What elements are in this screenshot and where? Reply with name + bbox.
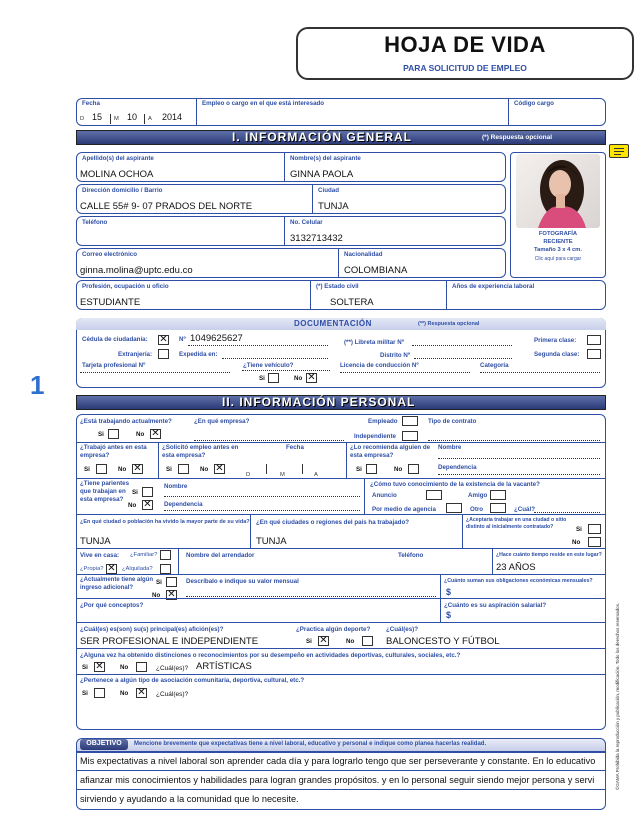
day-value[interactable]: 15 (92, 112, 103, 122)
recomienda-label: ¿Lo recomienda alguien de esta empresa? (350, 444, 431, 459)
profile-photo[interactable] (516, 154, 600, 228)
ingreso-si-label: Si (156, 579, 162, 586)
deporte-no-checkbox[interactable] (362, 636, 373, 646)
independiente-label: Independiente (354, 433, 396, 440)
page-title: HOJA DE VIDA (384, 32, 546, 57)
documentacion-note: (**) Respuesta opcional (418, 321, 480, 327)
deporte-no-label: No (346, 638, 355, 645)
comment-icon[interactable] (609, 144, 629, 158)
aspiracion-value[interactable]: $ (446, 610, 452, 620)
nombres-label: Nombre(s) del aspirante (290, 155, 361, 162)
expedida-label: Expedida en: (179, 351, 218, 358)
vehiculo-label: ¿Tiene vehículo? (243, 362, 294, 369)
obligaciones-label: ¿Cuánto suman sus obligaciones económicas mensuales? (444, 578, 593, 584)
describalo-label: Descríbalo e indique su valor mensual (186, 578, 299, 585)
empresa-label: ¿En qué empresa? (194, 418, 250, 425)
aficion-value[interactable]: SER PROFESIONAL E INDEPENDIENTE (80, 636, 259, 647)
cedula-checkbox[interactable]: ✕ (159, 334, 168, 345)
empleo-field[interactable] (200, 108, 504, 124)
profesion-value[interactable]: ESTUDIANTE (80, 297, 141, 308)
distinciones-label: ¿Alguna vez ha obtenido distinciones o reconocimientos por su desempeño en actividades deportivas, culturales, sociales, etc.? (80, 652, 461, 659)
vehiculo-si-checkbox[interactable] (268, 373, 279, 383)
parientes-si-checkbox[interactable] (142, 487, 153, 497)
trabajando-label: ¿Está trabajando actualmente? (80, 418, 172, 425)
apellidos-label: Apellido(s) del aspirante (82, 155, 154, 162)
solicito-no-label: No (200, 466, 209, 473)
aceptaria-si-label: Si (576, 526, 582, 533)
ingreso-adicional-label: ¿Actualmente tiene algún ingreso adicional? (80, 577, 154, 591)
month-label: M (114, 116, 119, 122)
parientes-label: ¿Tiene parientes que trabajan en esta empresa? (80, 480, 130, 503)
distinciones-value[interactable]: ARTÍSTICAS (196, 661, 252, 672)
otro-checkbox[interactable] (490, 503, 506, 513)
parientes-no-label: No (128, 502, 137, 509)
ingreso-no-label: No (152, 592, 161, 599)
objetivo-title: OBJETIVO (86, 740, 122, 747)
aspiracion-label: ¿Cuánto es su aspiración salarial? (444, 602, 547, 609)
codigo-label: Código cargo (514, 100, 554, 107)
deporte-si-label: Si (306, 638, 312, 645)
documentacion-title: DOCUMENTACIÓN (294, 319, 372, 328)
tiempo-residencia-label: ¿Hace cuánto tiempo reside en este lugar? (496, 552, 602, 558)
page-number: 1 (30, 370, 45, 400)
experiencia-field[interactable] (450, 292, 600, 308)
parientes-dependencia-label: Dependencia (164, 501, 203, 508)
fecha-solicitud-label: Fecha (286, 444, 304, 451)
estado-civil-value[interactable]: SOLTERA (330, 297, 374, 308)
photo-upload-link[interactable]: Clic aquí para cargar (534, 256, 582, 262)
trabajando-no-checkbox[interactable]: ✕ (151, 428, 160, 439)
independiente-checkbox[interactable] (402, 431, 418, 441)
amigo-checkbox[interactable] (490, 490, 506, 500)
aceptaria-no-checkbox[interactable] (588, 537, 601, 547)
recomienda-dependencia-label: Dependencia (438, 464, 477, 471)
solicito-si-checkbox[interactable] (178, 464, 189, 474)
solicito-si-label: Si (166, 466, 172, 473)
aceptaria-si-checkbox[interactable] (588, 524, 601, 534)
aficion-label: ¿Cuál(es) es(son) su(s) principal(es) afición(es)? (80, 626, 224, 633)
day-label: D (80, 116, 85, 122)
asociacion-si-checkbox[interactable] (94, 688, 105, 698)
celular-value[interactable]: 3132713432 (290, 233, 343, 244)
primera-clase-checkbox[interactable] (587, 335, 601, 345)
asociacion-cual-label: ¿Cuál(es)? (156, 691, 189, 698)
ciudad-vive-label: ¿En qué ciudad o población ha vivido la mayor parte de su vida? (80, 519, 250, 525)
trabajando-si-checkbox[interactable] (108, 429, 119, 439)
ciudad-vive-value[interactable]: TUNJA (80, 536, 111, 547)
copyright-note: ©GAMA Prohibida la reproducción y publicación, modificación. Todo los derechos reservados. (615, 602, 620, 790)
estado-civil-label: (*) Estado civil (316, 283, 359, 290)
vive-en-casa-label: Vive en casa: (80, 552, 120, 559)
distinciones-no-checkbox[interactable] (136, 662, 147, 672)
propia-checkbox[interactable]: ✕ (107, 563, 116, 574)
trabajo-antes-no-label: No (118, 466, 127, 473)
anuncio-label: Anuncio (372, 492, 397, 499)
otro-label: Otro (470, 506, 484, 513)
distinciones-si-checkbox[interactable]: ✕ (95, 661, 104, 672)
obligaciones-value[interactable]: $ (446, 587, 452, 597)
parientes-nombre-label: Nombre (164, 483, 188, 490)
contrato-label: Tipo de contrato (428, 418, 477, 425)
celular-label: No. Celular (290, 219, 323, 226)
solicito-no-checkbox[interactable]: ✕ (215, 463, 224, 474)
objetivo-line-2[interactable]: afianzar mis conocimientos y habilidades para logran grandes propósitos. y en lo personal seguir siendo mejor persona y servi (80, 775, 595, 785)
anuncio-checkbox[interactable] (426, 490, 442, 500)
extranjeria-checkbox[interactable] (158, 349, 169, 359)
asociacion-label: ¿Pertenece a algún tipo de asociación comunitaria, deportiva, cultural, etc.? (80, 677, 305, 684)
trabajo-antes-no-checkbox[interactable]: ✕ (133, 463, 142, 474)
alquilada-label: ¿Alquilada? (122, 566, 153, 572)
tarjeta-label: Tarjeta profesional Nº (82, 362, 146, 369)
nombres-value[interactable]: GINNA PAOLA (290, 169, 354, 180)
solicitud-day-label: D (246, 472, 251, 478)
recomienda-si-label: Si (356, 466, 362, 473)
section-general-note: (*) Respuesta opcional (482, 134, 553, 141)
distinciones-no-label: No (120, 664, 129, 671)
photo-label-2: RECIENTE (543, 239, 573, 245)
year-value[interactable]: 2014 (162, 112, 183, 122)
direccion-label: Dirección domicilio / Barrio (82, 187, 163, 194)
asociacion-no-checkbox[interactable]: ✕ (137, 687, 146, 698)
objetivo-line-3[interactable]: sirviendo y ayudando a la comunidad que lo necesite. (80, 794, 299, 804)
profesion-label: Profesión, ocupación u oficio (82, 283, 169, 290)
solicitud-year-label: A (314, 472, 318, 478)
cedula-number[interactable]: 1049625627 (190, 333, 243, 344)
empleado-label: Empleado (368, 418, 398, 425)
recomienda-si-checkbox[interactable] (366, 464, 377, 474)
apellidos-value[interactable]: MOLINA OCHOA (80, 169, 154, 180)
tiempo-residencia-value[interactable]: 23 AÑOS (496, 562, 536, 573)
otro-cual-label: ¿Cuál? (514, 506, 535, 513)
year-label: A (148, 116, 152, 122)
codigo-field[interactable] (512, 108, 602, 124)
nacionalidad-label: Nacionalidad (344, 251, 383, 258)
vehiculo-no-label: No (294, 375, 303, 382)
vehiculo-no-checkbox[interactable]: ✕ (307, 372, 316, 383)
objetivo-instruction: Mencione brevemente que expectativas tiene a nivel laboral, educativo y personal e indique como planea hacerlas realidad. (134, 741, 487, 747)
telefono-label: Teléfono (82, 219, 108, 226)
asociacion-si-label: Si (82, 690, 88, 697)
ciudad-value[interactable]: TUNJA (318, 201, 349, 212)
regiones-value[interactable]: TUNJA (256, 536, 287, 547)
asociacion-no-label: No (120, 690, 129, 697)
conceptos-label: ¿Por qué conceptos? (80, 602, 144, 609)
empleado-checkbox[interactable] (402, 416, 418, 426)
arrendador-telefono-label: Teléfono (398, 552, 424, 559)
direccion-value[interactable]: CALLE 55# 9- 07 PRADOS DEL NORTE (80, 201, 253, 212)
agencia-label: Por medio de agencia (372, 506, 436, 513)
trabajando-no-label: No (136, 431, 145, 438)
amigo-label: Amigo (468, 492, 488, 499)
telefono-field[interactable] (80, 228, 280, 244)
extranjeria-label: Extranjería: (118, 351, 153, 358)
recomienda-no-checkbox[interactable] (408, 464, 419, 474)
photo-label-1: FOTOGRAFÍA (538, 231, 578, 237)
deporte-si-checkbox[interactable]: ✕ (319, 635, 328, 646)
solicito-label: ¿Solicitó empleo antes en esta empresa? (162, 444, 239, 459)
arrendador-label: Nombre del arrendador (186, 552, 255, 559)
categoria-label: Categoría (480, 362, 509, 369)
trabajo-antes-si-label: Si (84, 466, 90, 473)
deporte-label: ¿Practica algún deporte? (296, 626, 371, 633)
section-personal-title: II. INFORMACIÓN PERSONAL (222, 395, 416, 409)
distinciones-cual-label: ¿Cuál(es)? (156, 665, 189, 672)
deporte-value[interactable]: BALONCESTO Y FÚTBOL (386, 636, 500, 647)
aceptaria-no-label: No (572, 539, 581, 546)
trabajo-antes-si-checkbox[interactable] (96, 464, 107, 474)
recomienda-nombre-label: Nombre (438, 444, 462, 451)
familiar-label: ¿Familiar? (130, 552, 158, 558)
experiencia-label: Años de experiencia laboral (452, 283, 535, 290)
recomienda-no-label: No (394, 466, 403, 473)
cedula-no-label: Nº (179, 336, 186, 343)
page-subtitle: PARA SOLICITUD DE EMPLEO (403, 63, 527, 73)
solicitud-month-label: M (280, 472, 285, 478)
distrito-label: Distrito Nº (380, 352, 411, 359)
cedula-label: Cédula de ciudadanía: (82, 336, 148, 343)
empleo-label: Empleo o cargo en el que está interesado (202, 100, 325, 107)
parientes-no-checkbox[interactable]: ✕ (143, 499, 152, 510)
aceptaria-label: ¿Aceptaría trabajar en una ciudad o sitio distinto al inicialmente contratado? (466, 517, 567, 530)
objetivo-line-1[interactable]: Mis expectativas a nivel laboral son aprender cada día y para lograrlo tengo que ser perseverante y constante. En lo educativo (80, 756, 596, 766)
propia-label: ¿Propia? (80, 566, 104, 572)
segunda-clase-label: Segunda clase: (534, 351, 580, 358)
nacionalidad-value[interactable]: COLOMBIANA (344, 265, 408, 276)
licencia-label: Licencia de conducción Nº (340, 362, 419, 369)
ingreso-no-checkbox[interactable]: ✕ (167, 589, 176, 600)
regiones-label: ¿En qué ciudades o regiones del país ha trabajado? (256, 519, 410, 526)
month-value[interactable]: 10 (127, 112, 138, 122)
correo-value[interactable]: ginna.molina@uptc.edu.co (80, 265, 193, 276)
deporte-cual-label: ¿Cuál(es)? (386, 626, 418, 633)
alquilada-checkbox[interactable] (160, 564, 171, 574)
familiar-checkbox[interactable] (160, 550, 171, 560)
ciudad-label: Ciudad (318, 187, 339, 194)
conocimiento-label: ¿Cómo tuvo conocimiento de la existencia de la vacante? (370, 481, 540, 488)
fecha-label: Fecha (82, 100, 100, 107)
vehiculo-si-label: Si (259, 375, 265, 382)
ingreso-si-checkbox[interactable] (166, 577, 177, 587)
libreta-label: (**) Libreta militar Nº (344, 339, 405, 346)
agencia-checkbox[interactable] (446, 503, 462, 513)
trabajando-si-label: Si (98, 431, 104, 438)
section-general-title: I. INFORMACIÓN GENERAL (232, 130, 412, 144)
segunda-clase-checkbox[interactable] (587, 349, 601, 359)
trabajo-antes-label: ¿Trabajó antes en esta empresa? (80, 444, 147, 459)
parientes-si-label: Si (132, 489, 138, 496)
primera-clase-label: Primera clase: (534, 337, 577, 344)
photo-label-3: Tamaño 3 x 4 cm. (534, 247, 582, 253)
correo-label: Correo electrónico (82, 251, 138, 258)
distinciones-si-label: Si (82, 664, 88, 671)
